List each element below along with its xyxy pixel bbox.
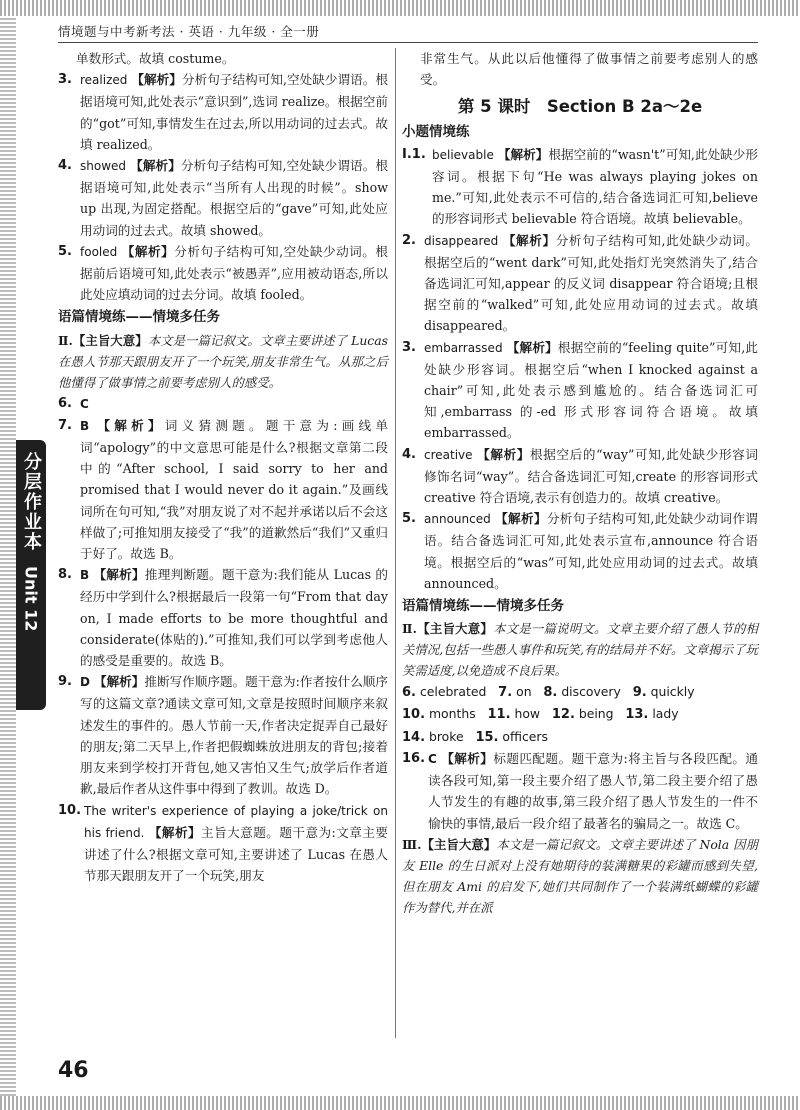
- item-answer: C: [428, 751, 437, 766]
- passage-summary: [402, 618, 758, 681]
- item-explanation: 根据空前的“wasn't”可知,此处缺少形容词。根据下句“He was always playing jokes on me.”可知,此处表示不可信的,结合备选词汇可知,believe 的形容词形式 believable 符合语境。故填 believable。: [432, 146, 759, 227]
- summary-text: 本文是一篇记叙文。文章主要讲述了 Lucas 在愚人节那天跟朋友开了一个玩笑,朋友非常生气。从那之后他懂得了做事情之前要考虑别人的感受。: [58, 332, 388, 390]
- analysis-tag: 【解析】: [441, 750, 494, 766]
- item-number: 4.: [402, 446, 416, 462]
- item-answer: B: [80, 418, 90, 433]
- summary-tag: Ⅱ.【主旨大意】: [58, 332, 148, 348]
- analysis-tag: 【解析】: [495, 511, 547, 527]
- answer-item-10: [58, 800, 388, 887]
- item-explanation: 主旨大意题。题干意为:文章主要讲述了什么?根据文章可知,主要讲述了 Lucas 在愚人节那天跟朋友开了一个玩笑,朋友: [84, 824, 388, 884]
- item-number: 8.: [58, 567, 72, 583]
- passage-summary: [402, 834, 758, 918]
- item-number: 3.: [58, 72, 72, 88]
- scan-edge-left: [0, 16, 16, 1096]
- section-heading: 语篇情境练——情境多任务: [58, 309, 220, 326]
- item-number: 2.: [402, 232, 416, 248]
- item-number: 5.: [402, 511, 416, 527]
- item-explanation: 分析句子结构可知,此处缺少动词作谓语。结合备选词汇可知,此处表示宣布,announce 符合语境。根据空后的“was”可知,此处应用动词的过去式。故填 announced。: [424, 511, 758, 591]
- analysis-tag: 【解析】: [121, 243, 175, 259]
- answer-item-6: [58, 393, 388, 415]
- item-answer: officers: [502, 728, 548, 744]
- item-number: 14.: [402, 729, 426, 745]
- analysis-tag: 【解析】: [502, 232, 556, 248]
- running-header: 情境题与中考新考法 · 英语 · 九年级 · 全一册: [58, 24, 320, 39]
- item-explanation: 推断写作顺序题。题干意为:作者按什么顺序写的这篇文章?通读文章可知,文章是按照时间顺序来叙述发生的事件的。愚人节前一天,作者决定捉弄自己最好的朋友;第二天早上,作者把假蜘蛛放进朋友的背包;接着朋友来到学校打开背包,她又害怕又生气;放学后作者道歉,最后作者从这件事中得到了教训。故选 D。: [80, 674, 389, 797]
- answer-item-7: [58, 415, 388, 564]
- summary-text: 本文是一篇记叙文。文章主要讲述了 Nola 因朋友 Elle 的生日派对上没有她期待的装满糖果的彩罐而感到失望,但在朋友 Ami 的启发下,她们共同制作了一个装满纸蝴蝶的彩罐作为替代,并在派: [402, 836, 758, 915]
- item-answer: realized: [80, 73, 128, 88]
- item-explanation: 推理判断题。题干意为:我们能从 Lucas 的经历中学到什么?根据最后一段第一句“From that day on, I made efforts to be more thoughtful and considerate(体贴的).”可推知,我们可以学到考虑他人的感受是重要的。故选 B。: [80, 567, 389, 669]
- side-tab: [16, 440, 46, 710]
- item-number: 6.: [402, 685, 416, 701]
- answer-item-2: [402, 230, 758, 337]
- item-number: 8.: [543, 685, 558, 701]
- item-answer: believable: [432, 147, 494, 162]
- item-number: 12.: [551, 707, 575, 723]
- item-answer: celebrated: [419, 684, 487, 700]
- item-number: 7.: [498, 685, 513, 701]
- item-number: Ⅰ.1.: [402, 146, 426, 162]
- item-number: 7.: [58, 417, 72, 433]
- item-answer: months: [428, 706, 476, 722]
- item-answer: discovery: [561, 684, 621, 700]
- item-number: 11.: [487, 707, 511, 723]
- answer-item-5: [402, 508, 758, 594]
- item-number: 5.: [58, 243, 72, 259]
- item-number: 6.: [58, 395, 72, 411]
- item-answer: disappeared: [424, 233, 499, 248]
- header-rule: [58, 42, 758, 43]
- answer-item-3: [58, 69, 388, 155]
- item-explanation: 分析句子结构可知,此处缺少动词。根据空后的“went dark”可知,此处指灯光突然消失了,结合备选词汇可知,appear 的反义词 disappear 符合语境;且根据空前的“walked”可知,此处应用动词的过去式。故填 disappeared。: [424, 232, 758, 334]
- analysis-tag: 【解析】: [93, 674, 145, 690]
- side-tab-label: 分层作业本: [21, 452, 42, 552]
- analysis-tag: 【解析】: [506, 339, 558, 355]
- continued-text: 非常生气。从此以后他懂得了做事情之前要考虑别人的感受。: [420, 51, 758, 88]
- item-answer: The writer's experience of playing a joke/trick on his friend.: [84, 803, 388, 840]
- answer-item-1: [402, 144, 758, 230]
- item-answer: C: [80, 396, 89, 411]
- answer-item-3: [402, 337, 758, 444]
- answer-row-6-9: [402, 681, 758, 703]
- scan-edge-bottom: [0, 1096, 800, 1110]
- analysis-tag: 【解析】: [93, 567, 145, 583]
- analysis-tag: 【解析】: [497, 146, 549, 162]
- item-explanation: 根据空后的“way”可知,此处缺少形容词修饰名词“way”。结合备选词汇可知,create 的形容词形式 creative 符合语境,表示有创造力的。故填 creative。: [424, 446, 758, 506]
- section-heading: 小题情境练: [402, 123, 470, 140]
- item-explanation: 分析句子结构可知,空处缺少谓语。根据语境可知,此处表示“当所有人出现的时候”。show up 出现,为固定搭配。根据空后的“gave”可知,此处应用动词的过去式。故填 showed。: [80, 158, 388, 238]
- answer-row-10-13: [402, 703, 758, 725]
- item-number: 4.: [58, 158, 72, 174]
- item-answer: D: [80, 675, 90, 690]
- answer-item-4: [402, 444, 758, 509]
- item-explanation: 词义猜测题。题干意为:画线单词“apology”的中文意思可能是什么?根据文章第二段中的“After school, I said sorry to her and promised that I would never do it again.”及画线词所在句可知,“我”对朋友说了对不起并承诺以后不会这样做了;可推知朋友接受了“我”的道歉然后“我们”又重归于好了。故选 B。: [80, 417, 388, 562]
- answer-item-9: [58, 671, 388, 799]
- analysis-tag: 【解析】: [477, 446, 531, 462]
- analysis-tag: 【解析】: [130, 158, 181, 174]
- item-answer: embarrassed: [424, 340, 503, 355]
- item-answer: broke: [428, 728, 464, 744]
- left-column: [58, 48, 388, 886]
- passage-summary: [58, 330, 388, 393]
- item-answer: B: [80, 568, 90, 583]
- item-number: 9.: [58, 674, 72, 690]
- answer-row-14-15: [402, 726, 758, 748]
- item-number: 10.: [58, 802, 82, 818]
- item-answer: how: [514, 706, 541, 722]
- answer-item-4: [58, 155, 388, 241]
- answer-item-5: [58, 241, 388, 306]
- summary-tag: Ⅱ.【主旨大意】: [402, 621, 494, 637]
- item-answer: being: [578, 706, 614, 722]
- item-answer: announced: [424, 512, 491, 527]
- item-answer: showed: [80, 159, 127, 174]
- page-number: 46: [58, 1058, 89, 1083]
- item-answer: quickly: [650, 684, 695, 700]
- item-number: 15.: [475, 729, 499, 745]
- item-number: 10.: [402, 707, 426, 723]
- answer-item-16: [402, 748, 758, 834]
- item-number: 3.: [402, 339, 416, 355]
- item-number: 13.: [625, 707, 649, 723]
- continued-text: 单数形式。故填 costume。: [76, 51, 235, 66]
- analysis-tag: 【解析】: [131, 72, 182, 88]
- scan-edge-top: [0, 0, 800, 16]
- answer-item-8: [58, 564, 388, 671]
- analysis-tag: 【解析】: [148, 824, 202, 840]
- item-answer: on: [516, 684, 532, 700]
- item-number: 16.: [402, 750, 426, 766]
- item-explanation: 分析句子结构可知,空处缺少动词。根据前后语境可知,此处表示“被愚弄”,应用被动语态,所以此处应填动词的过去分词。故填 fooled。: [80, 243, 388, 303]
- section-heading: 语篇情境练——情境多任务: [402, 598, 564, 615]
- analysis-tag: 【解析】: [97, 417, 165, 433]
- right-column: [402, 48, 758, 918]
- column-divider: [395, 48, 396, 1038]
- item-answer: lady: [652, 706, 679, 722]
- summary-tag: Ⅲ.【主旨大意】: [402, 836, 497, 852]
- item-explanation: 根据空前的“feeling quite”可知,此处缺少形容词。根据空后“when I knocked against a chair”可知,此处表示感到尴尬的。结合备选词汇可知,embarrass 的-ed 形式形容词符合语境。故填 embarrassed。: [424, 339, 758, 441]
- side-tab-unit: Unit 12: [21, 566, 41, 632]
- item-explanation: 分析句子结构可知,空处缺少谓语。根据语境可知,此处表示“意识到”,选词 realize。根据空前的“got”可知,事情发生在过去,所以用动词的过去式。故填 realized。: [80, 72, 388, 152]
- item-explanation: 标题匹配题。题干意为:将主旨与各段匹配。通读各段可知,第一段主要介绍了愚人节,第二段主要介绍了愚人节发生的有趣的故事,第三段介绍了愚人节发生的一件不愉快的事情,最后一段介绍了最著名的骗局之一。故选 C。: [428, 750, 758, 831]
- item-number: 9.: [632, 685, 647, 701]
- summary-text: 本文是一篇说明文。文章主要介绍了愚人节的相关情况,包括一些愚人事件和玩笑,有的结局并不好。文章揭示了玩笑需适度,以免造成不良后果。: [402, 621, 758, 679]
- lesson-title: 第 5 课时 Section B 2a～2e: [457, 97, 703, 117]
- item-answer: fooled: [80, 244, 118, 259]
- item-answer: creative: [424, 447, 473, 462]
